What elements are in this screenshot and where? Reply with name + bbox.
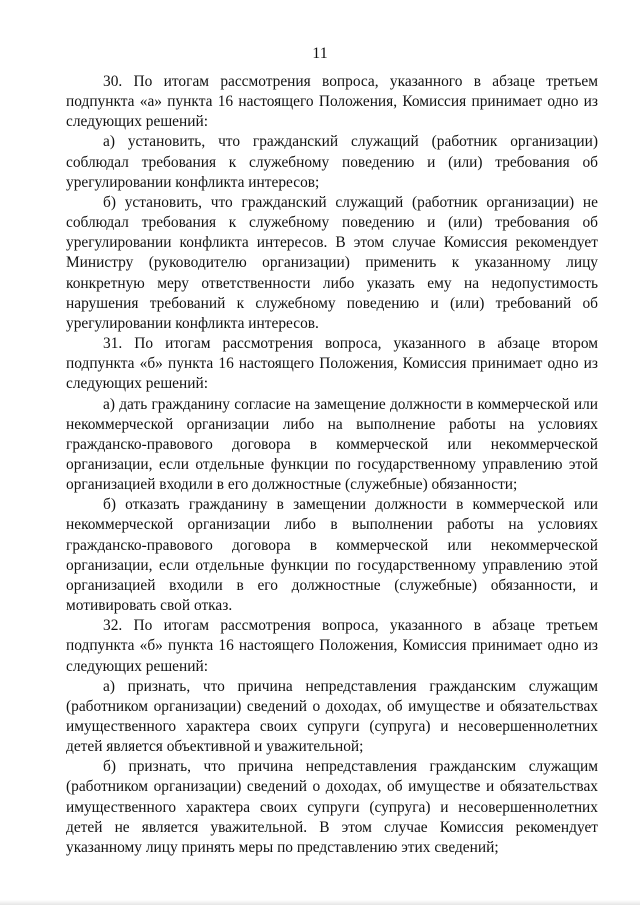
paragraph-30-b: б) установить, что гражданский служащий (работник организации) не соблюдал требования к служебному поведению и (или) требования об урегулировании конфликта интересов. В этом случае Комиссия рекомендует Министру (руководителю организации) применить к указанному лицу конкретную меру ответственности либо указать ему на недопустимость нарушения требований к служебному поведению и (или) требований об урегулировании конфликта интересов. — [66, 193, 598, 332]
scan-bottom-edge — [0, 900, 640, 905]
page-number: 11 — [312, 45, 328, 62]
paragraph-32-b: б) признать, что причина непредставления гражданским служащим (работником организации) сведений о доходах, об имуществе и обязательствах имущественного характера своих супруги (супруга) и несовершеннолетних детей не является уважительной. В этом случае Комиссия рекомендует указанному лицу принять меры по представлению этих сведений; — [66, 758, 598, 856]
paragraph-32-a: а) признать, что причина непредставления гражданским служащим (работником организации) сведений о доходах, об имуществе и обязательствах имущественного характера своих супруги (супруга) и несовершеннолетних детей является объективной и уважительной; — [66, 677, 598, 756]
document-body — [66, 72, 598, 858]
paragraph-30: 30. По итогам рассмотрения вопроса, указанного в абзаце третьем подпункта «а» пункта 16 настоящего Положения, Комиссия принимает одно из следующих решений: — [66, 73, 598, 131]
paragraph-32: 32. По итогам рассмотрения вопроса, указанного в абзаце третьем подпункта «б» пункта 16 настоящего Положения, Комиссия принимает одно из следующих решений: — [66, 617, 598, 675]
paragraph-30-a: а) установить, что гражданский служащий (работник организации) соблюдал требования к служебному поведению и (или) требования об урегулировании конфликта интересов; — [66, 133, 598, 191]
paragraph-31-b: б) отказать гражданину в замещении должности в коммерческой или некоммерческой организации либо в выполнении работы на условиях гражданско-правового договора в коммерческой или некоммерческой организации, если отдельные функции по государственному управлению этой организацией входили в его должностные (служебные) обязанности, и мотивировать свой отказ. — [66, 496, 598, 615]
paragraph-31: 31. По итогам рассмотрения вопроса, указанного в абзаце втором подпункта «б» пункта 16 настоящего Положения, Комиссия принимает одно из следующих решений: — [66, 335, 598, 393]
paragraph-31-a: а) дать гражданину согласие на замещение должности в коммерческой или некоммерческой организации либо на выполнение работы на условиях гражданско-правового договора в коммерческой или некоммерческой организации, если отдельные функции по государственному управлению этой организацией входили в его должностные (служебные) обязанности; — [66, 395, 598, 494]
